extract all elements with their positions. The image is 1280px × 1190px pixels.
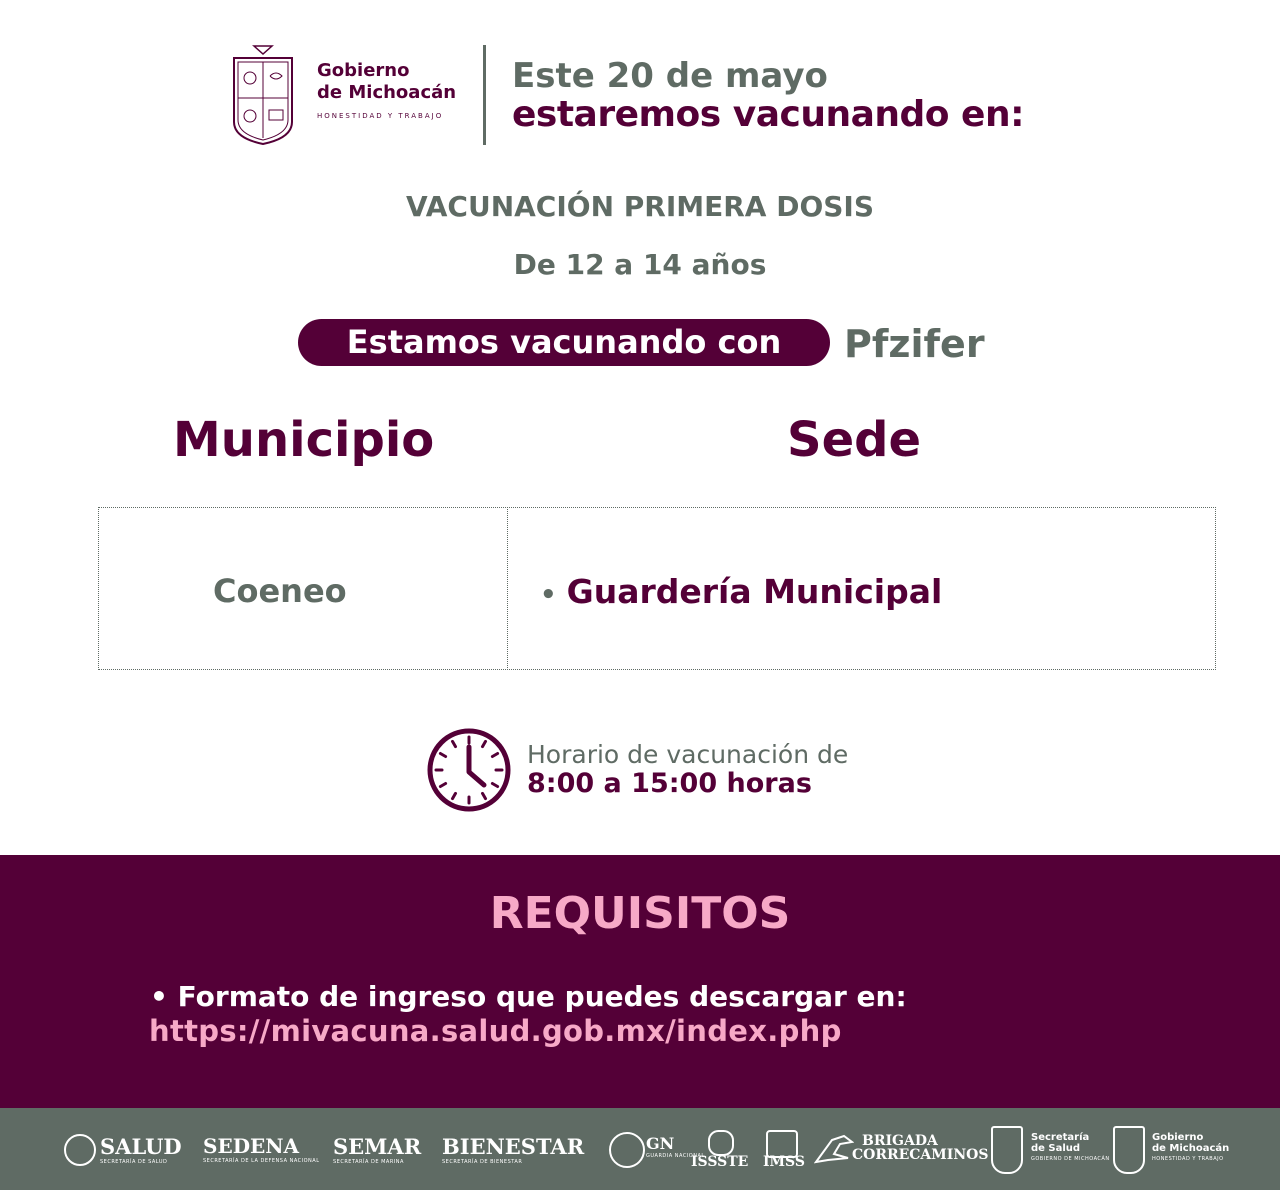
table-cell-sede [540, 572, 942, 611]
salud-seal-icon [64, 1134, 96, 1166]
bullet-icon: • [150, 980, 178, 1013]
header-headline: estaremos vacunando en: [512, 94, 1024, 135]
vaccine-name: Pfzifer [844, 322, 985, 366]
header-divider [483, 45, 486, 145]
gov-name-line2: de Michoacán [317, 82, 457, 103]
government-motto: HONESTIDAD Y TRABAJO [317, 112, 444, 120]
requirements-url-link[interactable]: https://mivacuna.salud.gob.mx/index.php [149, 1014, 842, 1048]
michoacan-crest-icon [230, 42, 296, 148]
sedena-logo: SEDENA SECRETARÍA DE LA DEFENSA NACIONAL [203, 1134, 320, 1164]
column-header-sede: Sede [787, 412, 922, 468]
correcaminos-bird-icon [814, 1132, 854, 1166]
table-cell-divider [507, 507, 508, 670]
bienestar-logo: BIENESTAR SECRETARÍA DE BIENESTAR [442, 1134, 585, 1165]
guardia-nacional-seal-icon [609, 1132, 645, 1168]
secretaria-salud-crest-icon [991, 1126, 1023, 1174]
imss-logo: IMSS [763, 1154, 805, 1170]
table-cell-municipio: Coeneo [213, 572, 347, 610]
issste-emblem-icon [708, 1130, 734, 1156]
government-name [317, 60, 456, 104]
gov-name-line1: Gobierno [317, 60, 410, 81]
sede-name: Guardería Municipal [566, 572, 943, 611]
campaign-title: VACUNACIÓN PRIMERA DOSIS [405, 190, 875, 223]
brigada-correcaminos-logo: BRIGADA CORRECAMINOS [852, 1133, 989, 1163]
gobierno-michoacan-logo: Gobierno de Michoacán HONESTIDAD Y TRABAJO [1152, 1132, 1230, 1162]
bullet-icon: • [540, 580, 557, 610]
clock-icon [426, 727, 512, 813]
schedule-label: Horario de vacunación de [527, 740, 849, 769]
issste-logo: ISSSTE [691, 1154, 749, 1170]
requirements-title: REQUISITOS [489, 888, 791, 939]
guardia-nacional-logo: GN GUARDIA NACIONAL [646, 1134, 705, 1159]
age-range: De 12 a 14 años [513, 248, 767, 281]
requirement-text: Formato de ingreso que puedes descargar en: [177, 980, 907, 1013]
vaccine-label-pill: Estamos vacunando con [298, 319, 830, 366]
salud-logo: SALUD SECRETARÍA DE SALUD [100, 1134, 182, 1165]
schedule-hours: 8:00 a 15:00 horas [527, 768, 812, 799]
column-header-municipio: Municipio [173, 412, 435, 468]
gobierno-michoacan-crest-icon [1113, 1126, 1145, 1174]
requirement-item [150, 980, 907, 1013]
semar-logo: SEMAR SECRETARÍA DE MARINA [333, 1134, 422, 1165]
footer-logo-bar [0, 1108, 1280, 1190]
header-date: Este 20 de mayo [512, 56, 828, 96]
secretaria-salud-michoacan-logo: Secretaría de Salud GOBIERNO DE MICHOACÁN [1031, 1132, 1110, 1162]
